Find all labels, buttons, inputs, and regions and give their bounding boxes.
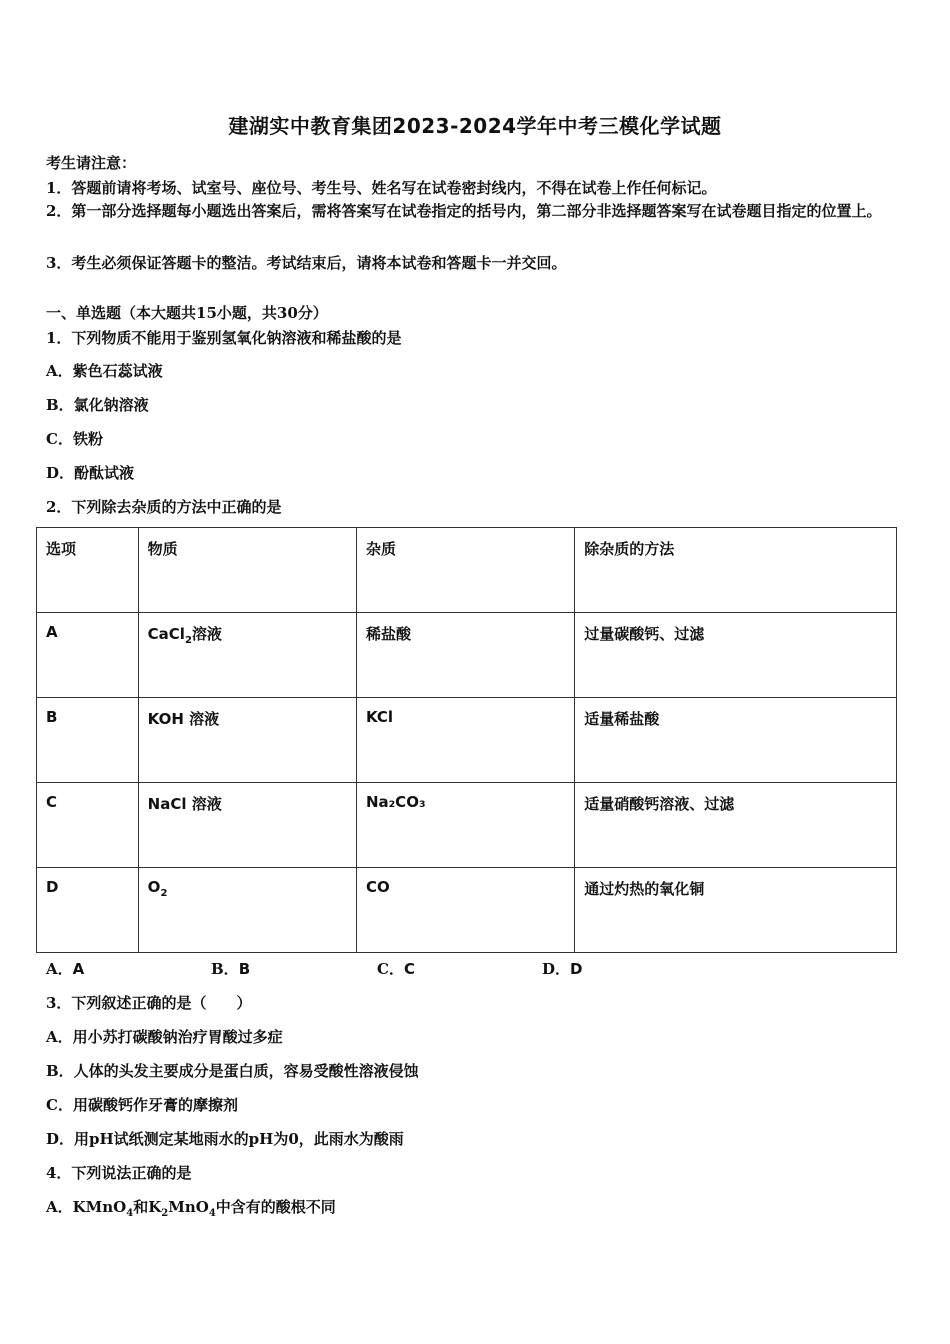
substance-formula: O — [147, 878, 161, 896]
table-cell-method: 通过灼热的氧化铜 — [575, 868, 897, 953]
table-cell-substance — [138, 868, 356, 953]
q3-option-d: D．用pH试纸测定某地雨水的pH为0，此雨水为酸雨 — [46, 1130, 404, 1148]
q4-stem: 4．下列说法正确的是 — [46, 1164, 192, 1182]
table-header-cell: 选项 — [37, 528, 139, 613]
q1-option-b: B．氯化钠溶液 — [46, 396, 149, 414]
table-header-cell: 物质 — [138, 528, 356, 613]
answer-value: D — [570, 960, 583, 978]
table-row — [37, 868, 897, 953]
table-row — [37, 613, 897, 698]
table-cell-substance: KOH 溶液 — [138, 698, 356, 783]
q1-option-a: A．紫色石蕊试液 — [46, 362, 163, 380]
table-cell-option: D — [37, 868, 139, 953]
answer-label: C． — [377, 960, 404, 978]
q3-option-a: A．用小苏打碳酸钠治疗胃酸过多症 — [46, 1028, 283, 1046]
answer-value: A — [72, 960, 85, 978]
q4-option-a — [46, 1196, 336, 1219]
table-cell-impurity: CO — [356, 868, 574, 953]
notice-item-1: 1．答题前请将考场、试室号、座位号、考生号、姓名写在试卷密封线内，不得在试卷上作任何标记。 — [46, 179, 717, 197]
formula-subscript: 4 — [208, 1208, 216, 1219]
table-cell-option: A — [37, 613, 139, 698]
table-cell-substance: NaCl 溶液 — [138, 783, 356, 868]
table-cell-option: B — [37, 698, 139, 783]
q2-answer-b — [211, 958, 250, 979]
q1-stem: 1．下列物质不能用于鉴别氢氧化钠溶液和稀盐酸的是 — [46, 329, 402, 347]
q2-answer-a — [46, 958, 84, 979]
table-header-row — [37, 528, 897, 613]
notice-item-2: 2．第一部分选择题每小题选出答案后，需将答案写在试卷指定的括号内，第二部分非选择题答案写在试卷题目指定的位置上。 — [46, 202, 882, 220]
q3-option-c: C．用碳酸钙作牙膏的摩擦剂 — [46, 1096, 238, 1114]
answer-label: D． — [542, 960, 571, 978]
answer-value: B — [238, 960, 251, 978]
formula-subscript: 4 — [126, 1208, 134, 1219]
substance-formula: CaCl — [147, 625, 185, 643]
table-cell-method: 过量碳酸钙、过滤 — [575, 613, 897, 698]
q2-stem: 2．下列除去杂质的方法中正确的是 — [46, 498, 282, 516]
q1-option-d: D．酚酞试液 — [46, 464, 135, 482]
notice-item-3: 3．考生必须保证答题卡的整洁。考试结束后，请将本试卷和答题卡一并交回。 — [46, 254, 567, 272]
q1-option-c: C．铁粉 — [46, 430, 103, 448]
exam-title: 建湖实中教育集团2023-2024学年中考三模化学试题 — [228, 114, 722, 138]
table-cell-method: 适量硝酸钙溶液、过滤 — [575, 783, 897, 868]
table-cell-impurity: KCl — [356, 698, 574, 783]
table-cell-method: 适量稀盐酸 — [575, 698, 897, 783]
substance-subscript: 2 — [160, 888, 168, 899]
table-header-cell: 杂质 — [356, 528, 574, 613]
answer-label: B． — [211, 960, 239, 978]
table-cell-impurity: Na₂CO₃ — [356, 783, 574, 868]
substance-suffix: 溶液 — [191, 625, 222, 643]
q2-answer-d — [542, 958, 582, 979]
formula-part: 和K — [133, 1198, 162, 1216]
table-cell-impurity: 稀盐酸 — [356, 613, 574, 698]
formula-part: 中含有的酸根不同 — [215, 1198, 336, 1216]
formula-subscript: 2 — [161, 1208, 169, 1219]
formula-part: MnO — [168, 1198, 209, 1216]
q3-option-b: B．人体的头发主要成分是蛋白质，容易受酸性溶液侵蚀 — [46, 1062, 419, 1080]
answer-label: A． — [46, 960, 73, 978]
table-row — [37, 698, 897, 783]
formula-part: A．KMnO — [46, 1198, 127, 1216]
table-row — [37, 783, 897, 868]
table-cell-substance — [138, 613, 356, 698]
q2-answer-c — [377, 958, 415, 979]
q2-table — [36, 527, 897, 953]
substance-subscript: 2 — [184, 635, 192, 646]
notice-heading: 考生请注意： — [46, 154, 137, 172]
table-cell-option: C — [37, 783, 139, 868]
section-heading: 一、单选题（本大题共15小题，共30分） — [46, 304, 328, 322]
table-header-cell: 除杂质的方法 — [575, 528, 897, 613]
answer-value: C — [403, 960, 415, 978]
q3-stem: 3．下列叙述正确的是（ ） — [46, 994, 252, 1012]
